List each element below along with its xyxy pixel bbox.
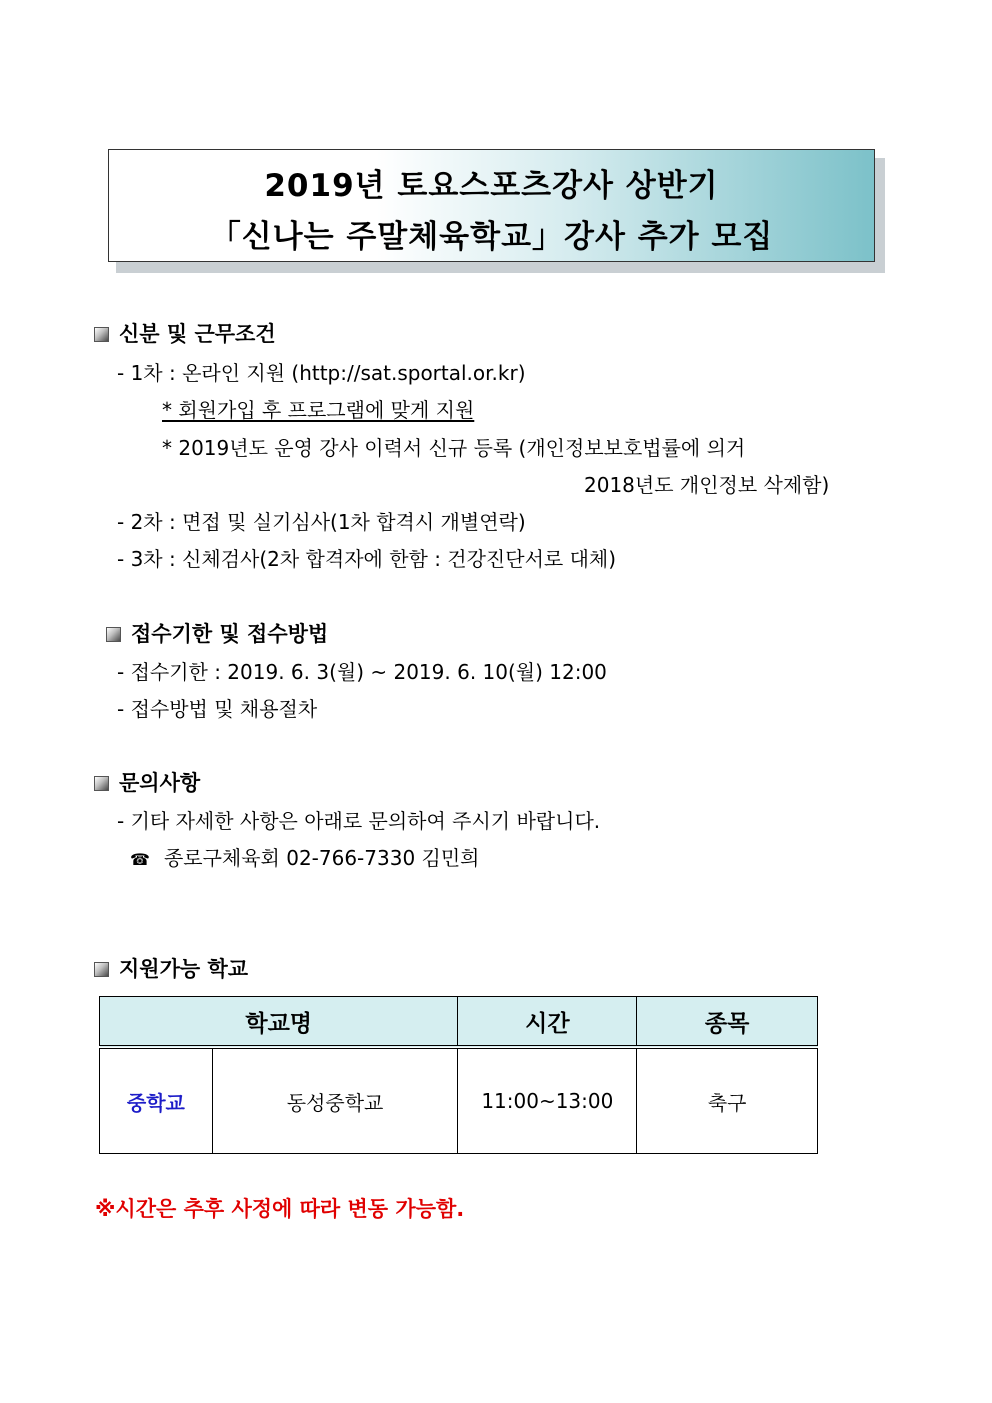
table-header-row [100, 997, 818, 1048]
contact-line [130, 842, 480, 871]
title-line-2: 「신나는 주말체육학교」강사 추가 모집 [209, 219, 774, 255]
table-row [100, 1047, 818, 1154]
square-bullet-icon [106, 627, 121, 642]
step1-note2: * 2019년도 운영 강사 이력서 신규 등록 (개인정보보호법률에 의거 [162, 436, 746, 460]
method-text: - 접수방법 및 채용절차 [117, 697, 318, 721]
square-bullet-icon [94, 776, 109, 791]
title-line-1: 2019년 토요스포츠강사 상반기 [264, 168, 719, 204]
inquiry-text: - 기타 자세한 사항은 아래로 문의하여 주시기 바랍니다. [117, 809, 601, 833]
section-heading-application [106, 618, 328, 648]
title-box [108, 149, 875, 262]
step1-note2-cont: 2018년도 개인정보 삭제함) [584, 473, 830, 497]
section-heading-label: 문의사항 [119, 771, 201, 795]
phone-icon: ☎ [130, 850, 150, 869]
step1-text: - 1차 : 온라인 지원 (http://sat.sportal.or.kr) [117, 361, 526, 385]
cell-school-level: 중학교 [100, 1047, 213, 1154]
section-heading-label: 지원가능 학교 [119, 957, 249, 981]
cell-school-name: 동성중학교 [212, 1047, 458, 1154]
section-heading-inquiry [94, 767, 200, 797]
square-bullet-icon [94, 962, 109, 977]
header-school-name: 학교명 [100, 997, 458, 1048]
section-heading-label: 접수기한 및 접수방법 [131, 622, 329, 646]
section-heading-label: 신분 및 근무조건 [119, 322, 276, 346]
step3-text: - 3차 : 신체검사(2차 합격자에 한함 : 건강진단서로 대체) [117, 547, 617, 571]
section-heading-conditions [94, 318, 276, 348]
header-sport: 종목 [637, 997, 818, 1048]
schools-table [99, 996, 818, 1154]
contact-text: 종로구체육회 02-766-7330 김민희 [163, 846, 480, 870]
header-time: 시간 [458, 997, 637, 1048]
square-bullet-icon [94, 327, 109, 342]
deadline-text: - 접수기한 : 2019. 6. 3(월) ~ 2019. 6. 10(월) 12:00 [117, 660, 607, 684]
change-notice: ※시간은 추후 사정에 따라 변동 가능함. [95, 1197, 465, 1221]
section-heading-schools [94, 953, 248, 983]
step2-text: - 2차 : 면접 및 실기심사(1차 합격시 개별연락) [117, 510, 526, 534]
step1-note1: * 회원가입 후 프로그램에 맞게 지원 [162, 398, 475, 422]
cell-time: 11:00~13:00 [458, 1047, 637, 1154]
cell-sport: 축구 [637, 1047, 818, 1154]
